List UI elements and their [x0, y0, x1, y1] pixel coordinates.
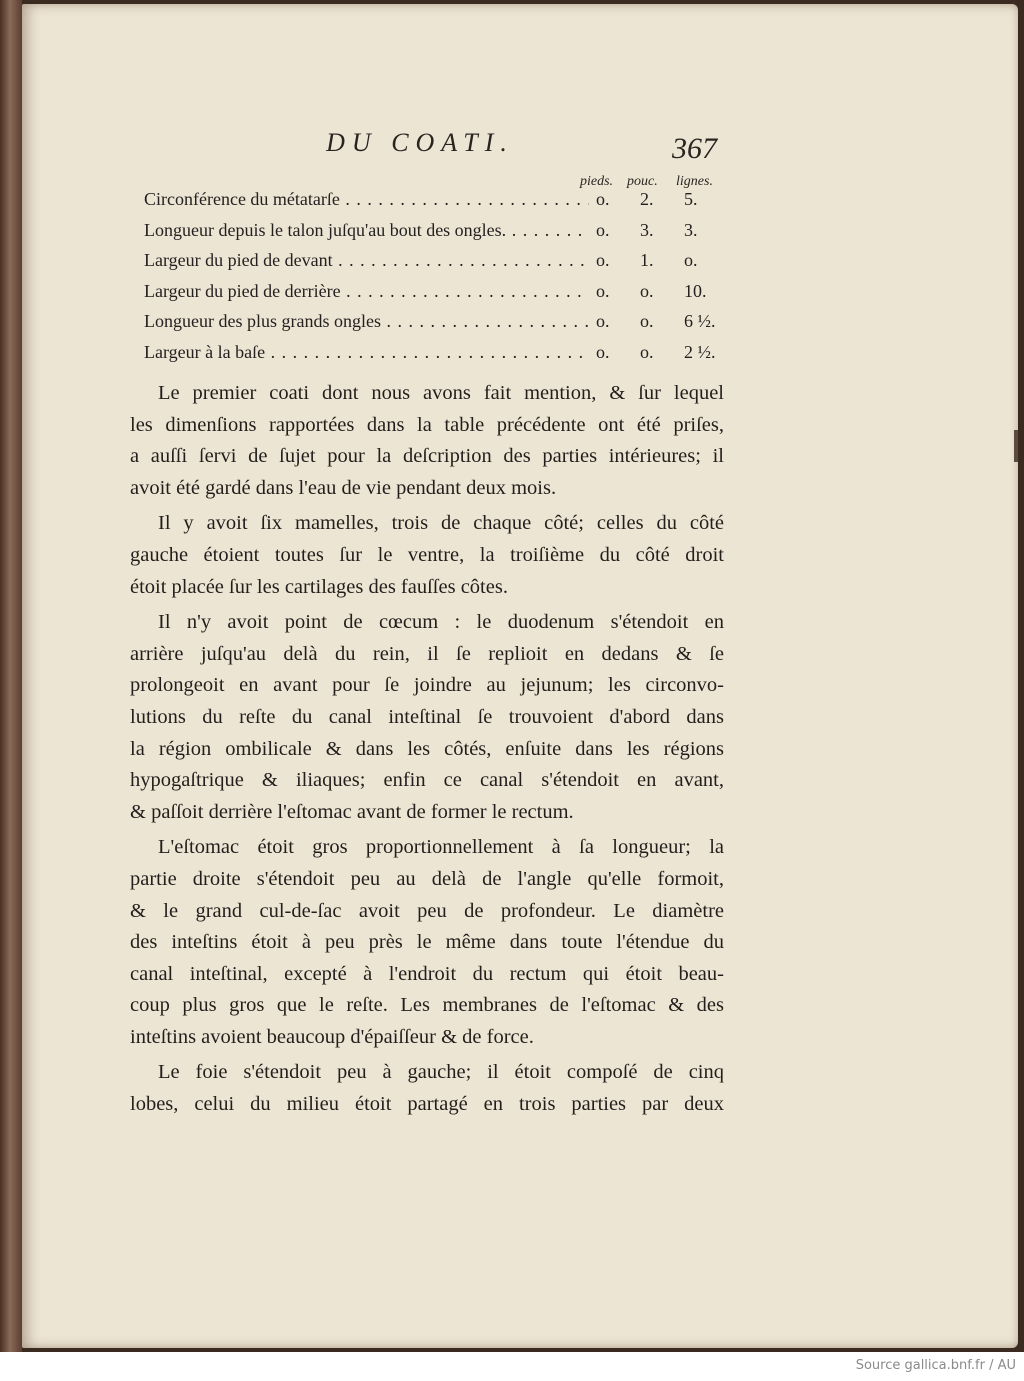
- text-line: coup plus gros que le reſte. Les membranes de l'eſtomac & des: [130, 994, 724, 1017]
- value-lignes: 2 ½.: [684, 341, 716, 362]
- value-pieds: o.: [596, 219, 610, 240]
- value-pieds: o.: [596, 280, 610, 301]
- paragraph: [130, 1057, 724, 1120]
- value-pieds: o.: [596, 189, 610, 209]
- text-line: prolongeoit en avant pour ſe joindre au jejunum; les circonvo-: [130, 674, 724, 697]
- text-line: Il y avoit ſix mamelles, trois de chaque côté; celles du côté: [158, 512, 724, 535]
- column-header-lignes: lignes.: [676, 174, 713, 189]
- running-head: DU COATI.: [326, 128, 514, 157]
- text-line: lutions du reſte du canal inteſtinal ſe trouvoient d'abord dans: [130, 705, 724, 728]
- value-lignes: 5.: [684, 189, 698, 209]
- value-pouc: o.: [640, 280, 654, 301]
- text-line: canal inteſtinal, excepté à l'endroit du rectum qui étoit beau-: [130, 962, 724, 985]
- text-line: avoit été gardé dans l'eau de vie pendant deux mois.: [130, 476, 557, 499]
- value-lignes: 6 ½.: [684, 311, 716, 331]
- text-line: étoit placée ſur les cartilages des fauſſes côtes.: [130, 575, 508, 598]
- value-lignes: 3.: [684, 219, 698, 240]
- text-line: les dimenſions rapportées dans la table précédente ont été priſes,: [130, 413, 724, 436]
- value-pouc: o.: [640, 311, 654, 331]
- source-credit: Source gallica.bnf.fr / AU: [855, 1358, 1016, 1373]
- column-header-pieds: pieds.: [580, 174, 614, 189]
- measurement-label: Longueur des plus grands ongles . . .: [144, 306, 589, 336]
- book-binding-edge: [0, 0, 22, 1352]
- measurement-table: [144, 184, 734, 367]
- table-row: [144, 337, 734, 368]
- text-line: la région ombilicale & dans les côtés, enſuite dans les régions: [130, 737, 724, 760]
- text-line: & paſſoit derrière l'eſtomac avant de former le rectum.: [130, 800, 574, 823]
- value-pieds: o.: [596, 250, 610, 270]
- text-line: & le grand cul-de-ſac avoit peu de profondeur. Le diamètre: [130, 899, 724, 922]
- measurement-label: Largeur à la baſe . . .: [144, 337, 589, 367]
- value-lignes: 10.: [684, 280, 707, 301]
- text-line: inteſtins avoient beaucoup d'épaiſſeur & de force.: [130, 1025, 534, 1048]
- text-line: lobes, celui du milieu étoit partagé en trois parties par deux: [130, 1093, 724, 1116]
- paragraph: [130, 508, 724, 603]
- value-pieds: o.: [596, 311, 610, 331]
- column-header-pouc: pouc.: [627, 174, 658, 189]
- text-line: des inteſtins étoit à peu près le même dans toute l'étendue du: [130, 931, 724, 954]
- text-line: partie droite s'étendoit peu au delà de l'angle qu'elle formoit,: [130, 867, 724, 890]
- text-line: gauche étoient toutes ſur le ventre, la troiſième du côté droit: [130, 543, 724, 566]
- table-row: [144, 306, 734, 337]
- measurement-label: Largeur du pied de derrière . . .: [144, 276, 589, 306]
- paragraph: [130, 607, 724, 828]
- value-pouc: 1.: [640, 250, 654, 270]
- value-pieds: o.: [596, 341, 610, 362]
- measurement-label: Longueur depuis le talon juſqu'au bout des ongles. . . .: [144, 215, 589, 245]
- value-lignes: o.: [684, 250, 698, 270]
- table-row: [144, 215, 734, 246]
- body-text: [130, 378, 724, 1125]
- text-line: hypogaſtrique & iliaques; enfin ce canal s'étendoit en avant,: [130, 769, 724, 792]
- paragraph: [130, 832, 724, 1053]
- page-number: 367: [672, 132, 717, 165]
- value-pouc: o.: [640, 341, 654, 362]
- text-line: L'eſtomac étoit gros proportionnellement à ſa longueur; la: [158, 836, 724, 859]
- paragraph: [130, 378, 724, 504]
- text-line: a auſſi ſervi de ſujet pour la deſcription des parties intérieures; il: [130, 445, 724, 468]
- measurement-label: Circonférence du métatarſe . . .: [144, 184, 589, 214]
- text-line: Le foie s'étendoit peu à gauche; il étoit compoſé de cinq: [158, 1061, 724, 1084]
- table-row: [144, 245, 734, 276]
- table-row: [144, 184, 734, 215]
- text-line: Il n'y avoit point de cœcum : le duodenum s'étendoit en: [158, 611, 724, 634]
- page-edge-mark: [1014, 430, 1018, 462]
- value-pouc: 2.: [640, 189, 654, 209]
- value-pouc: 3.: [640, 219, 654, 240]
- measurement-label: Largeur du pied de devant . . .: [144, 245, 589, 275]
- text-line: arrière juſqu'au delà du rein, il ſe replioit en dedans & ſe: [130, 642, 724, 665]
- text-line: Le premier coati dont nous avons fait mention, & ſur lequel: [158, 382, 724, 404]
- table-row: [144, 276, 734, 307]
